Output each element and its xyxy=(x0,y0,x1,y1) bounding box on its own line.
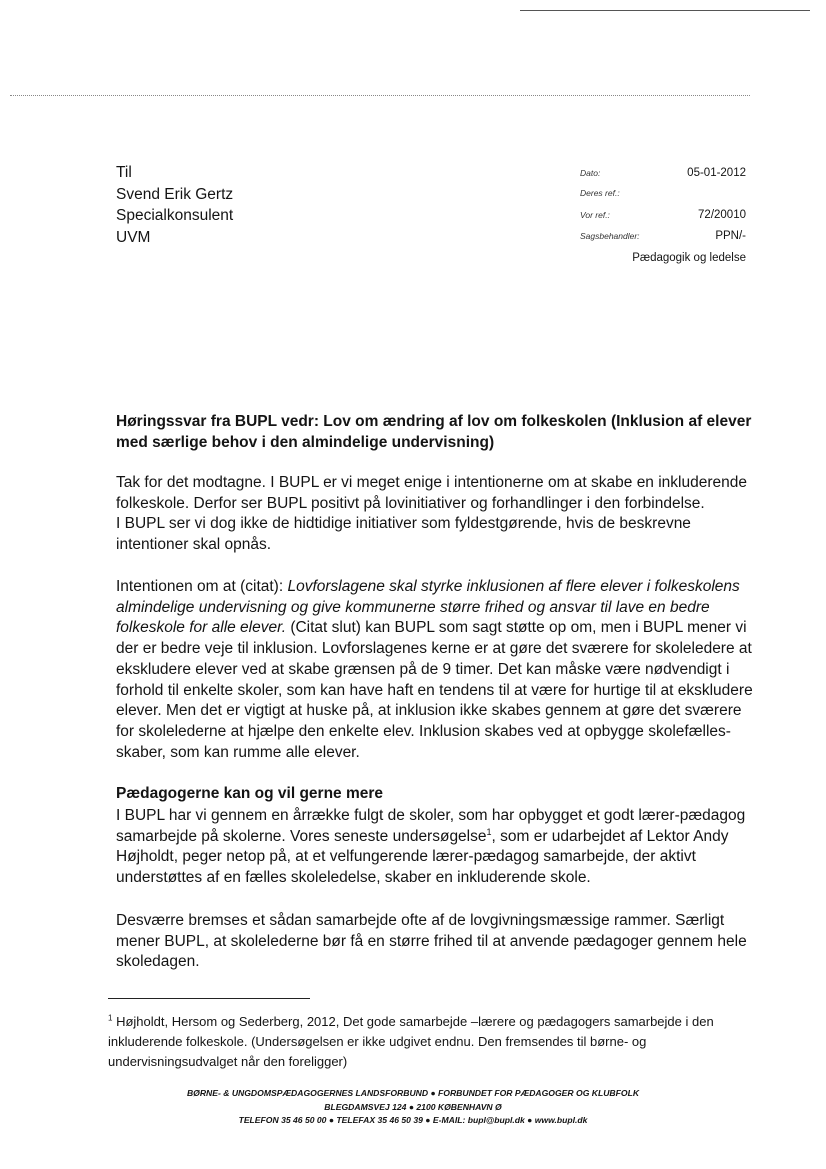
paragraph-2-quote: Lovforslagene skal styrke inklusionen af flere elever i folkeskolens almindelige undervisning og give kommunerne større frihed og ansvar til lave en bedre folkeskole for alle elever. xyxy=(116,578,740,637)
meta-row-deres-ref xyxy=(580,188,746,209)
footnote-reference[interactable]: 1 xyxy=(486,826,492,837)
footnote-separator xyxy=(108,998,310,999)
meta-row-sagsbehandler xyxy=(580,230,746,251)
dato-value: 05-01-2012 xyxy=(687,167,746,179)
paragraph-3-before: I BUPL har vi gennem en årrække fulgt de skoler, som har opbygget et godt lærer-pædagog samarbejde på skolerne. Vores seneste undersøgelse xyxy=(116,807,746,845)
sagsbehandler-label: Sagsbehandler: xyxy=(580,231,640,241)
vor-ref-label: Vor ref.: xyxy=(580,210,610,220)
meta-row-dato xyxy=(580,167,746,188)
footnote-number: 1 xyxy=(108,1013,113,1023)
recipient-name: Svend Erik Gertz xyxy=(116,185,234,203)
paragraph-2-intro: Intentionen om at (citat): xyxy=(116,578,288,595)
paragraph-2-rest: (Citat slut) kan BUPL som sagt støtte op om, men i BUPL mener vi der er bedre veje til inklusion. Lovforslagenes kerne er at gøre det sværere for skoleledere at ekskludere elever ved at skabe grænsen på de 9 timer. Det kan måske være nødvendigt i forhold til enkelte skoler, som kan have haft en tendens til at være for hurtige til at ekskludere elever. Men det er vigtigt at huske på, at inklusion ikke skabes gennem at gøre det sværere for skolelederne at hjælpe den enkelte elev. Inklusion skabes ved at opbygge skolefælles-skaber, som kan rumme alle elever. xyxy=(116,619,753,761)
vor-ref-value: 72/20010 xyxy=(698,209,746,221)
footer-line-contact: TELEFON 35 46 50 00 ● TELEFAX 35 46 50 39 ● E-MAIL: bupl@bupl.dk ● www.bupl.dk xyxy=(238,1115,588,1125)
department: Pædagogik og ledelse xyxy=(632,252,746,264)
paragraph-1b-text: I BUPL ser vi dog ikke de hidtidige initiativer som fyldestgørende, hvis de beskrevne intentioner skal opnås. xyxy=(116,515,691,554)
dato-label: Dato: xyxy=(580,168,601,178)
letterhead-footer xyxy=(0,1087,826,1128)
recipient-line-til: Til xyxy=(116,164,132,181)
sagsbehandler-value: PPN/- xyxy=(715,230,746,242)
paragraph-2 xyxy=(116,577,756,763)
recipient-block xyxy=(116,162,233,248)
paragraph-4: Desværre bremses et sådan samarbejde ofte af de lovgivningsmæssige rammer. Særligt mener BUPL, at skolelederne bør få en større frihed til at anvende pædagoger gennem hele skoledagen. xyxy=(116,912,747,971)
subject-heading: Høringssvar fra BUPL vedr: Lov om ændring af lov om folkeskolen (Inklusion af elever med særlige behov i den almindelige undervisning) xyxy=(116,413,752,451)
reference-block xyxy=(580,167,746,264)
top-rule xyxy=(520,10,810,11)
header-dotted-rule xyxy=(10,95,750,96)
recipient-title: Specialkonsulent xyxy=(116,207,234,224)
paragraph-3 xyxy=(116,806,756,889)
footnote-text: Højholdt, Hersom og Sederberg, 2012, Det gode samarbejde –lærere og pædagogers samarbejde i den inkluderende folkeskole. (Undersøgelsen er ikke udgivet endnu. Den fremsendes til børne- og undervisningsudvalget når den foreligger) xyxy=(108,1014,714,1069)
footer-line-address: BLEGDAMSVEJ 124 ● 2100 KØBENHAVN Ø xyxy=(324,1101,502,1112)
footer-line-organisation: BØRNE- & UNGDOMSPÆDAGOGERNES LANDSFORBUND ● FORBUNDET FOR PÆDAGOGER OG KLUBFOLK xyxy=(186,1088,640,1098)
paragraph-1-text: Tak for det modtagne. I BUPL er vi meget enige i intentionerne om at skabe en inkluderende folkeskole. Derfor ser BUPL positivt på lovinitiativer og forhandlinger i den forbindelse. xyxy=(116,474,747,512)
footnote xyxy=(108,1012,748,1072)
meta-row-vor-ref xyxy=(580,209,746,230)
paragraph-1 xyxy=(116,473,756,556)
recipient-org: UVM xyxy=(116,228,151,246)
paragraph-3-after: , som er udarbejdet af Lektor Andy Højholdt, peger netop på, at et velfungerende lærer-pædagog samarbejde, der aktivt understøttes af en fælles skoleledelse, skaber en inkluderende skole. xyxy=(116,827,729,887)
section-heading: Pædagogerne kan og vil gerne mere xyxy=(116,785,384,802)
deres-ref-label: Deres ref.: xyxy=(580,188,620,198)
